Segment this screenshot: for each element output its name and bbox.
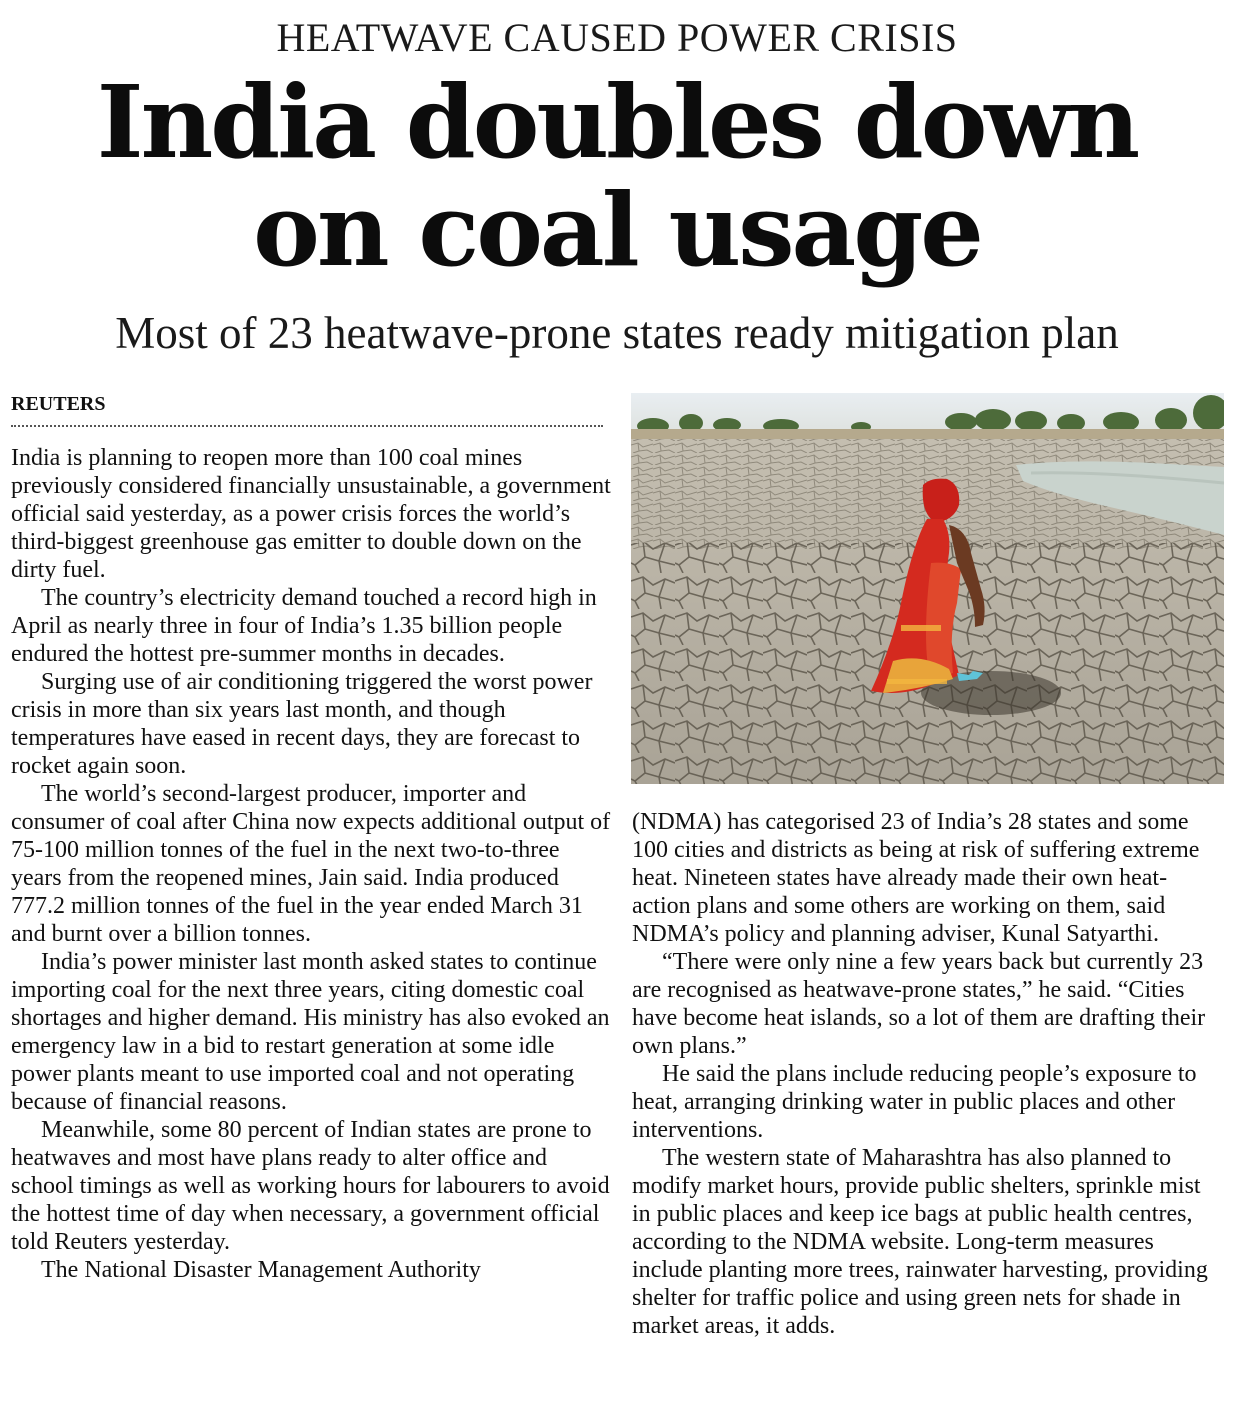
paragraph: The world’s second-largest producer, importer and consumer of coal after China now expects additional output of 75-100 million tonnes of the fuel in the next two-to-three years from the reopened mines, Jain said. India produced 777.2 million tonnes of the fuel in the year ended March 31 and burnt over a billion tonnes. bbox=[11, 781, 611, 947]
paragraph: (NDMA) has categorised 23 of India’s 28 states and some 100 cities and districts as being at risk of suffering extreme heat. Nineteen states have already made their own heat-action plans and some others are working on them, said NDMA’s policy and planning adviser, Kunal Satyarthi. bbox=[632, 809, 1200, 947]
paragraph: Surging use of air conditioning triggered the worst power crisis in more than six years last month, and though temperatures have eased in recent days, they are forecast to rocket again soon. bbox=[11, 669, 593, 779]
paragraph: Meanwhile, some 80 percent of Indian states are prone to heatwaves and most have plans ready to alter office and school timings as well as working hours for labourers to avoid the hottest time of day when necessary, a government official told Reuters yesterday. bbox=[11, 1117, 610, 1255]
byline: REUTERS bbox=[11, 393, 603, 427]
article-column-2 bbox=[632, 808, 1224, 1340]
paragraph: India’s power minister last month asked states to continue importing coal for the next three years, citing domestic coal shortages and higher demand. His ministry has also evoked an emergency law in a bid to restart generation at some idle power plants meant to use imported coal and not operating because of financial reasons. bbox=[11, 949, 610, 1115]
paragraph: The western state of Maharashtra has also planned to modify market hours, provide public shelters, sprinkle mist in public places and keep ice bags at public health centres, according to the NDMA website. Long-term measures include planting more trees, rainwater harvesting, providing shelter for traffic police and using green nets for shade in market areas, it adds. bbox=[632, 1145, 1208, 1339]
deck: Most of 23 heatwave-prone states ready mitigation plan bbox=[115, 308, 1119, 358]
paragraph: “There were only nine a few years back but currently 23 are recognised as heatwave-prone states,” he said. “Cities have become heat islands, so a lot of them are drafting their own plans.” bbox=[632, 949, 1206, 1059]
drought-photo bbox=[631, 393, 1224, 784]
headline-line-1: India doubles down bbox=[96, 63, 1138, 181]
paragraph: The National Disaster Management Authority bbox=[41, 1257, 481, 1283]
headline bbox=[0, 63, 1234, 289]
headline-line-2: on coal usage bbox=[253, 171, 981, 289]
paragraph: The country’s electricity demand touched a record high in April as nearly three in four of India’s 1.35 billion people endured the hottest pre-summer months in decades. bbox=[11, 585, 597, 667]
kicker: HEATWAVE CAUSED POWER CRISIS bbox=[276, 15, 958, 60]
paragraph: India is planning to reopen more than 100 coal mines previously considered financially unsustainable, a government official said yesterday, as a power crisis forces the world’s third-biggest greenhouse gas emitter to double down on the dirty fuel. bbox=[11, 445, 611, 583]
article-column-1 bbox=[11, 444, 611, 1284]
paragraph: He said the plans include reducing people’s exposure to heat, arranging drinking water in public places and other interventions. bbox=[632, 1061, 1197, 1143]
